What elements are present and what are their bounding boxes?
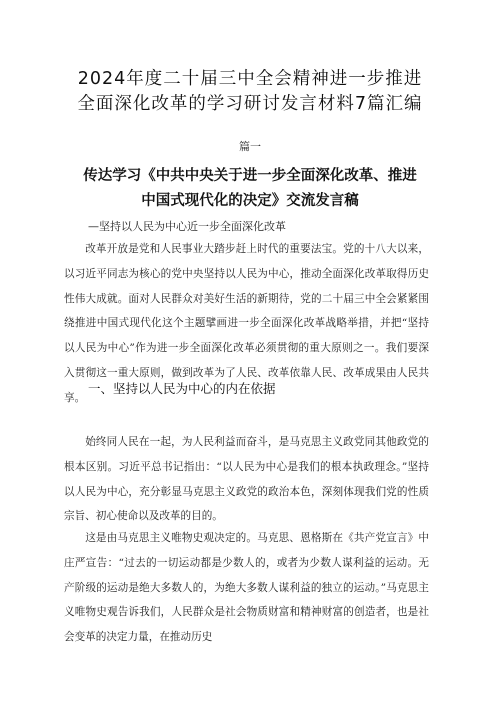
paragraph-3: 这是由马克思主义唯物史观决定的。马克思、恩格斯在《共产党宣言》中庄严宣告：“过去的一切运动都是少数人的，或者为少数人谋利益的运动。无产阶级的运动是绝大多数人的，为绝大多数人谋利益的独立的运动。”马克思主义唯物史观告诉我们，人民群众是社会物质财富和精神财富的创造者，也是社会变革的决定力量，在推动历史 [64,532,429,644]
document-title-line-1: 2024年度二十届三中全会精神进一步推进 [77,69,423,89]
article-title-line-1: 传达学习《中共中央关于进一步全面深化改革、推进 [83,168,417,184]
section-label: 篇一 [239,140,261,153]
paragraph-1: 改革开放是党和人民事业大踏步赶上时代的重要法宝。党的十八大以来，以习近平同志为核心的党中央坚持以人民为中心，推动全面深化改革取得历史性伟大成就。面对人民群众对美好生活的新期待，党的二十届三中全会紧紧围绕推进中国式现代化这个主题擘画进一步全面深化改革战略举措，并把“坚持以人民为中心”作为进一步全面深化改革必须贯彻的重大原则之一。我们要深入贯彻这一重大原则，做到改革为了人民、改革依靠人民、改革成果由人民共享。 [64,243,429,404]
article-title-line-2: 中国式现代化的决定》交流发言稿 [141,193,359,209]
article-subtitle: —坚持以人民为中心近一步全面深化改革 [88,220,286,233]
paragraph-2: 始终同人民在一起，为人民利益而奋斗，是马克思主义政党同其他政党的根本区别。习近平总书记指出：“以人民为中心是我们的根本执政理念。”坚持以人民为中心，充分彰显马克思主义政党的政治本色，深刻体现我们党的性质宗旨、初心使命以及改革的目的。 [64,436,429,523]
document-title-line-2: 全面深化改革的学习研讨发言材料7篇汇编 [77,94,423,114]
section-heading-1: 一、坚持以人民为中心的内在依据 [88,381,276,396]
